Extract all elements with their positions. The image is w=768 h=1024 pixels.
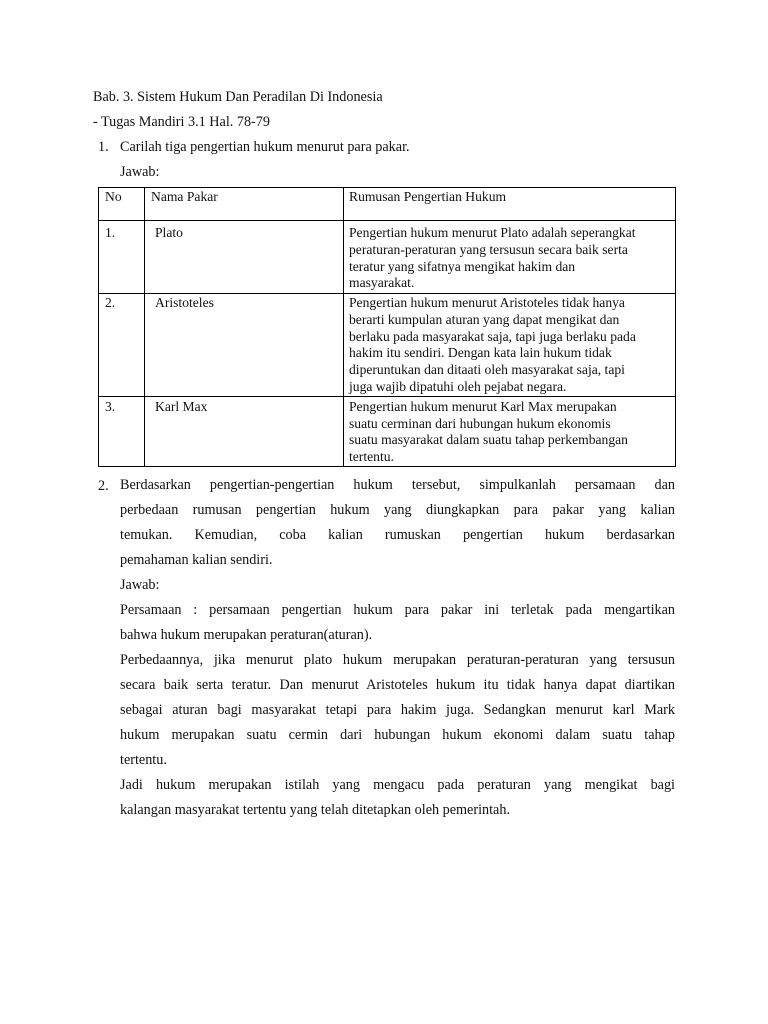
table-cell-name — [145, 396, 344, 466]
definition-line: masyarakat. — [349, 275, 415, 291]
perbedaan-line: Perbedaannya, jika menurut plato hukum merupakan peraturan-peraturan yang tersusun — [120, 652, 675, 668]
question-2-answer-label: Jawab: — [120, 577, 160, 593]
definition-line: diperuntukan dan ditaati oleh masyarakat saja, tapi — [349, 362, 625, 378]
question-2-body — [120, 473, 675, 823]
pakar-name: Plato — [155, 225, 183, 240]
table-header-row — [99, 188, 676, 221]
definition-line: Pengertian hukum menurut Karl Max merupakan — [349, 398, 617, 414]
table-cell-no: 2. — [99, 294, 145, 397]
kesimpulan-line: Jadi hukum merupakan istilah yang mengacu pada peraturan yang mengikat bagi — [120, 777, 675, 793]
document-title: Bab. 3. Sistem Hukum Dan Peradilan Di Indonesia — [93, 89, 383, 105]
question-1-text: Carilah tiga pengertian hukum menurut para pakar. — [120, 139, 410, 155]
perbedaan-line: tertentu. — [120, 752, 167, 768]
table-cell-definition — [344, 221, 676, 294]
definition-line: Pengertian hukum menurut Plato adalah seperangkat — [349, 225, 636, 240]
persamaan-line: Persamaan : persamaan pengertian hukum para pakar ini terletak pada mengartikan — [120, 602, 675, 618]
definition-line: suatu masyarakat dalam suatu tahap perkembangan — [349, 432, 628, 448]
question-1-number: 1. — [98, 139, 109, 155]
question-2-number: 2. — [98, 478, 109, 494]
persamaan-line: bahwa hukum merupakan peraturan(aturan). — [120, 627, 373, 643]
document-subtitle: - Tugas Mandiri 3.1 Hal. 78-79 — [93, 114, 270, 130]
table-row — [99, 294, 676, 397]
table-cell-no: 1. — [99, 221, 145, 294]
definition-line: suatu cerminan dari hubungan hukum ekonomis — [349, 415, 611, 431]
definition-line: berarti kumpulan aturan yang dapat mengikat dan — [349, 311, 620, 327]
table-cell-name — [145, 221, 344, 294]
table-header-no: No — [99, 188, 145, 221]
pakar-name: Aristoteles — [155, 295, 214, 310]
table-cell-name — [145, 294, 344, 397]
table-row — [99, 221, 676, 294]
question-2-line: Berdasarkan pengertian-pengertian hukum tersebut, simpulkanlah persamaan dan — [120, 477, 675, 493]
question-2-line: perbedaan rumusan pengertian hukum yang diungkapkan para pakar yang kalian — [120, 502, 675, 518]
perbedaan-line: secara baik serta teratur. Dan menurut Aristoteles hukum itu tidak hanya dapat diartikan — [120, 677, 675, 693]
pakar-table — [98, 187, 676, 467]
question-2-line: pemahaman kalian sendiri. — [120, 552, 273, 568]
definition-line: peraturan-peraturan yang tersusun secara baik serta — [349, 241, 628, 257]
table-row — [99, 396, 676, 466]
definition-line: Pengertian hukum menurut Aristoteles tidak hanya — [349, 295, 625, 310]
definition-line: hakim itu sendiri. Dengan kata lain hukum tidak — [349, 345, 612, 361]
definition-line: tertentu. — [349, 449, 394, 465]
pakar-name: Karl Max — [155, 398, 208, 414]
table-cell-definition — [344, 294, 676, 397]
perbedaan-line: sebagai aturan bagi masyarakat tetapi para hakim juga. Sedangkan menurut karl Mark — [120, 702, 675, 718]
definition-line: berlaku pada masyarakat saja, tapi juga berlaku pada — [349, 328, 636, 344]
question-1-answer-label: Jawab: — [120, 164, 160, 180]
table-cell-definition — [344, 396, 676, 466]
table-header-rumusan: Rumusan Pengertian Hukum — [344, 188, 676, 221]
perbedaan-line: hukum merupakan suatu cermin dari hubungan hukum ekonomi dalam suatu tahap — [120, 727, 675, 743]
definition-line: juga wajib dipatuhi oleh pejabat negara. — [349, 378, 567, 394]
table-cell-no: 3. — [99, 396, 145, 466]
table-header-nama-pakar: Nama Pakar — [145, 188, 344, 221]
definition-line: teratur yang sifatnya mengikat hakim dan — [349, 258, 576, 274]
kesimpulan-line: kalangan masyarakat tertentu yang telah ditetapkan oleh pemerintah. — [120, 802, 510, 818]
question-2-line: temukan. Kemudian, coba kalian rumuskan pengertian hukum berdasarkan — [120, 527, 675, 543]
